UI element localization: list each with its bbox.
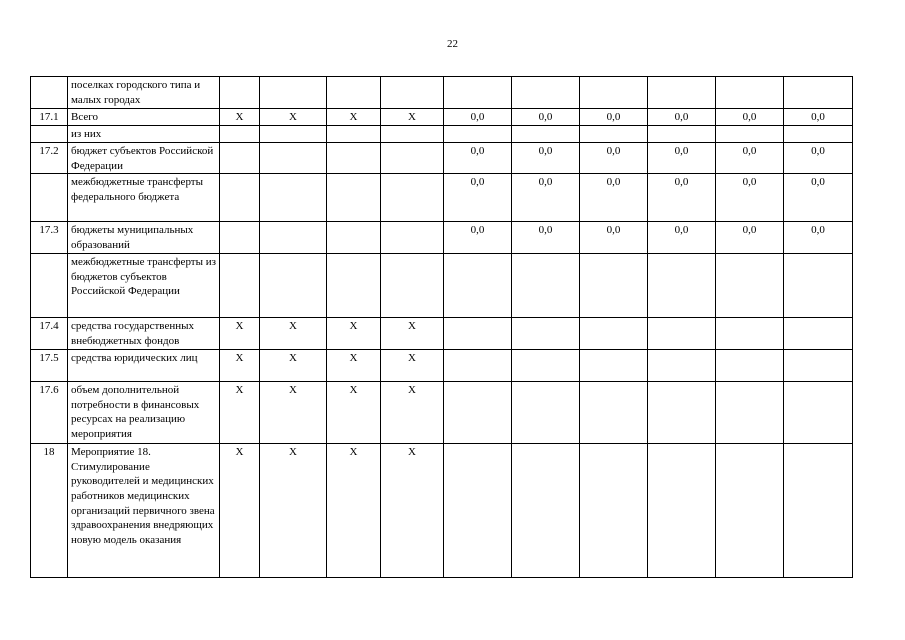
value-cell: [580, 77, 648, 109]
table-row: [31, 444, 853, 578]
value-cell: 0,0: [580, 222, 648, 254]
marker-cell: [220, 222, 260, 254]
marker-cell: X: [220, 382, 260, 444]
marker-cell: X: [381, 382, 444, 444]
marker-cell: [260, 174, 327, 222]
row-number-cell: [31, 174, 68, 222]
value-cell: [580, 254, 648, 318]
marker-cell: X: [327, 444, 381, 578]
row-number-cell: [31, 254, 68, 318]
row-description-cell: межбюджетные трансферты федерального бюджета: [68, 174, 220, 222]
value-cell: 0,0: [444, 174, 512, 222]
value-cell: [580, 350, 648, 382]
value-cell: [648, 350, 716, 382]
value-cell: 0,0: [784, 222, 853, 254]
marker-cell: [260, 143, 327, 174]
marker-cell: [327, 143, 381, 174]
value-cell: [444, 126, 512, 143]
value-cell: [784, 350, 853, 382]
marker-cell: X: [260, 109, 327, 126]
row-description-cell: бюджеты муниципальных образований: [68, 222, 220, 254]
value-cell: 0,0: [784, 143, 853, 174]
value-cell: [444, 77, 512, 109]
value-cell: 0,0: [784, 109, 853, 126]
marker-cell: [381, 254, 444, 318]
marker-cell: [381, 77, 444, 109]
value-cell: 0,0: [716, 109, 784, 126]
marker-cell: X: [381, 318, 444, 350]
value-cell: 0,0: [648, 174, 716, 222]
value-cell: [580, 318, 648, 350]
value-cell: [716, 77, 784, 109]
value-cell: [512, 350, 580, 382]
table-row: [31, 318, 853, 350]
value-cell: [444, 318, 512, 350]
value-cell: 0,0: [444, 222, 512, 254]
marker-cell: [327, 254, 381, 318]
marker-cell: X: [327, 382, 381, 444]
marker-cell: [327, 174, 381, 222]
value-cell: [784, 444, 853, 578]
value-cell: [444, 382, 512, 444]
marker-cell: [381, 143, 444, 174]
marker-cell: X: [381, 109, 444, 126]
table-row: [31, 254, 853, 318]
marker-cell: X: [260, 382, 327, 444]
marker-cell: X: [327, 350, 381, 382]
table-row: [31, 350, 853, 382]
value-cell: [784, 318, 853, 350]
marker-cell: [381, 126, 444, 143]
value-cell: [512, 382, 580, 444]
value-cell: 0,0: [580, 174, 648, 222]
value-cell: [512, 318, 580, 350]
row-description-cell: из них: [68, 126, 220, 143]
table-row: [31, 174, 853, 222]
value-cell: [512, 126, 580, 143]
marker-cell: [327, 222, 381, 254]
marker-cell: [220, 126, 260, 143]
value-cell: 0,0: [512, 222, 580, 254]
value-cell: [648, 126, 716, 143]
value-cell: 0,0: [512, 109, 580, 126]
marker-cell: [220, 174, 260, 222]
value-cell: 0,0: [784, 174, 853, 222]
marker-cell: X: [260, 318, 327, 350]
row-description-cell: бюджет субъектов Российской Федерации: [68, 143, 220, 174]
marker-cell: [260, 222, 327, 254]
marker-cell: [260, 254, 327, 318]
row-number-cell: 17.3: [31, 222, 68, 254]
row-description-cell: Всего: [68, 109, 220, 126]
marker-cell: [327, 77, 381, 109]
table-row: [31, 126, 853, 143]
marker-cell: X: [327, 318, 381, 350]
value-cell: [580, 382, 648, 444]
value-cell: 0,0: [444, 109, 512, 126]
row-description-cell: средства юридических лиц: [68, 350, 220, 382]
value-cell: 0,0: [648, 222, 716, 254]
value-cell: [716, 318, 784, 350]
value-cell: 0,0: [580, 109, 648, 126]
value-cell: [784, 126, 853, 143]
value-cell: [512, 444, 580, 578]
marker-cell: [220, 143, 260, 174]
table-row: [31, 382, 853, 444]
value-cell: [648, 382, 716, 444]
row-description-cell: Мероприятие 18. Стимулирование руководителей и медицинских работников медицинских организаций первичного звена здравоохранения внедряющих новую модель оказания: [68, 444, 220, 578]
value-cell: [648, 77, 716, 109]
value-cell: 0,0: [444, 143, 512, 174]
value-cell: [512, 254, 580, 318]
page-number: 22: [447, 38, 458, 50]
value-cell: [648, 254, 716, 318]
value-cell: [648, 444, 716, 578]
value-cell: 0,0: [512, 174, 580, 222]
marker-cell: [327, 126, 381, 143]
budget-table: [30, 76, 853, 578]
value-cell: 0,0: [716, 143, 784, 174]
value-cell: [716, 254, 784, 318]
row-number-cell: 17.4: [31, 318, 68, 350]
row-description-cell: межбюджетные трансферты из бюджетов субъектов Российской Федерации: [68, 254, 220, 318]
value-cell: 0,0: [716, 174, 784, 222]
marker-cell: [260, 77, 327, 109]
value-cell: [444, 350, 512, 382]
marker-cell: [381, 174, 444, 222]
marker-cell: [260, 126, 327, 143]
table-row: [31, 77, 853, 109]
value-cell: [716, 126, 784, 143]
table-row: [31, 222, 853, 254]
value-cell: [648, 318, 716, 350]
marker-cell: X: [220, 350, 260, 382]
marker-cell: [220, 254, 260, 318]
marker-cell: [220, 77, 260, 109]
table-row: [31, 143, 853, 174]
row-number-cell: 17.1: [31, 109, 68, 126]
row-number-cell: 17.5: [31, 350, 68, 382]
row-description-cell: объем дополнительной потребности в финансовых ресурсах на реализацию мероприятия: [68, 382, 220, 444]
row-number-cell: [31, 126, 68, 143]
value-cell: 0,0: [716, 222, 784, 254]
value-cell: [716, 382, 784, 444]
row-number-cell: 17.6: [31, 382, 68, 444]
value-cell: 0,0: [648, 143, 716, 174]
marker-cell: X: [220, 318, 260, 350]
value-cell: [512, 77, 580, 109]
marker-cell: X: [381, 350, 444, 382]
value-cell: [784, 254, 853, 318]
marker-cell: X: [260, 444, 327, 578]
marker-cell: X: [260, 350, 327, 382]
value-cell: [716, 350, 784, 382]
marker-cell: X: [327, 109, 381, 126]
value-cell: [580, 444, 648, 578]
value-cell: [444, 254, 512, 318]
row-number-cell: [31, 77, 68, 109]
row-number-cell: 18: [31, 444, 68, 578]
row-description-cell: поселках городского типа и малых городах: [68, 77, 220, 109]
marker-cell: X: [220, 109, 260, 126]
value-cell: [784, 382, 853, 444]
marker-cell: X: [220, 444, 260, 578]
marker-cell: [381, 222, 444, 254]
marker-cell: X: [381, 444, 444, 578]
value-cell: 0,0: [512, 143, 580, 174]
row-number-cell: 17.2: [31, 143, 68, 174]
value-cell: 0,0: [648, 109, 716, 126]
value-cell: [716, 444, 784, 578]
row-description-cell: средства государственных внебюджетных фондов: [68, 318, 220, 350]
value-cell: [580, 126, 648, 143]
value-cell: [444, 444, 512, 578]
table-row: [31, 109, 853, 126]
value-cell: [784, 77, 853, 109]
value-cell: 0,0: [580, 143, 648, 174]
